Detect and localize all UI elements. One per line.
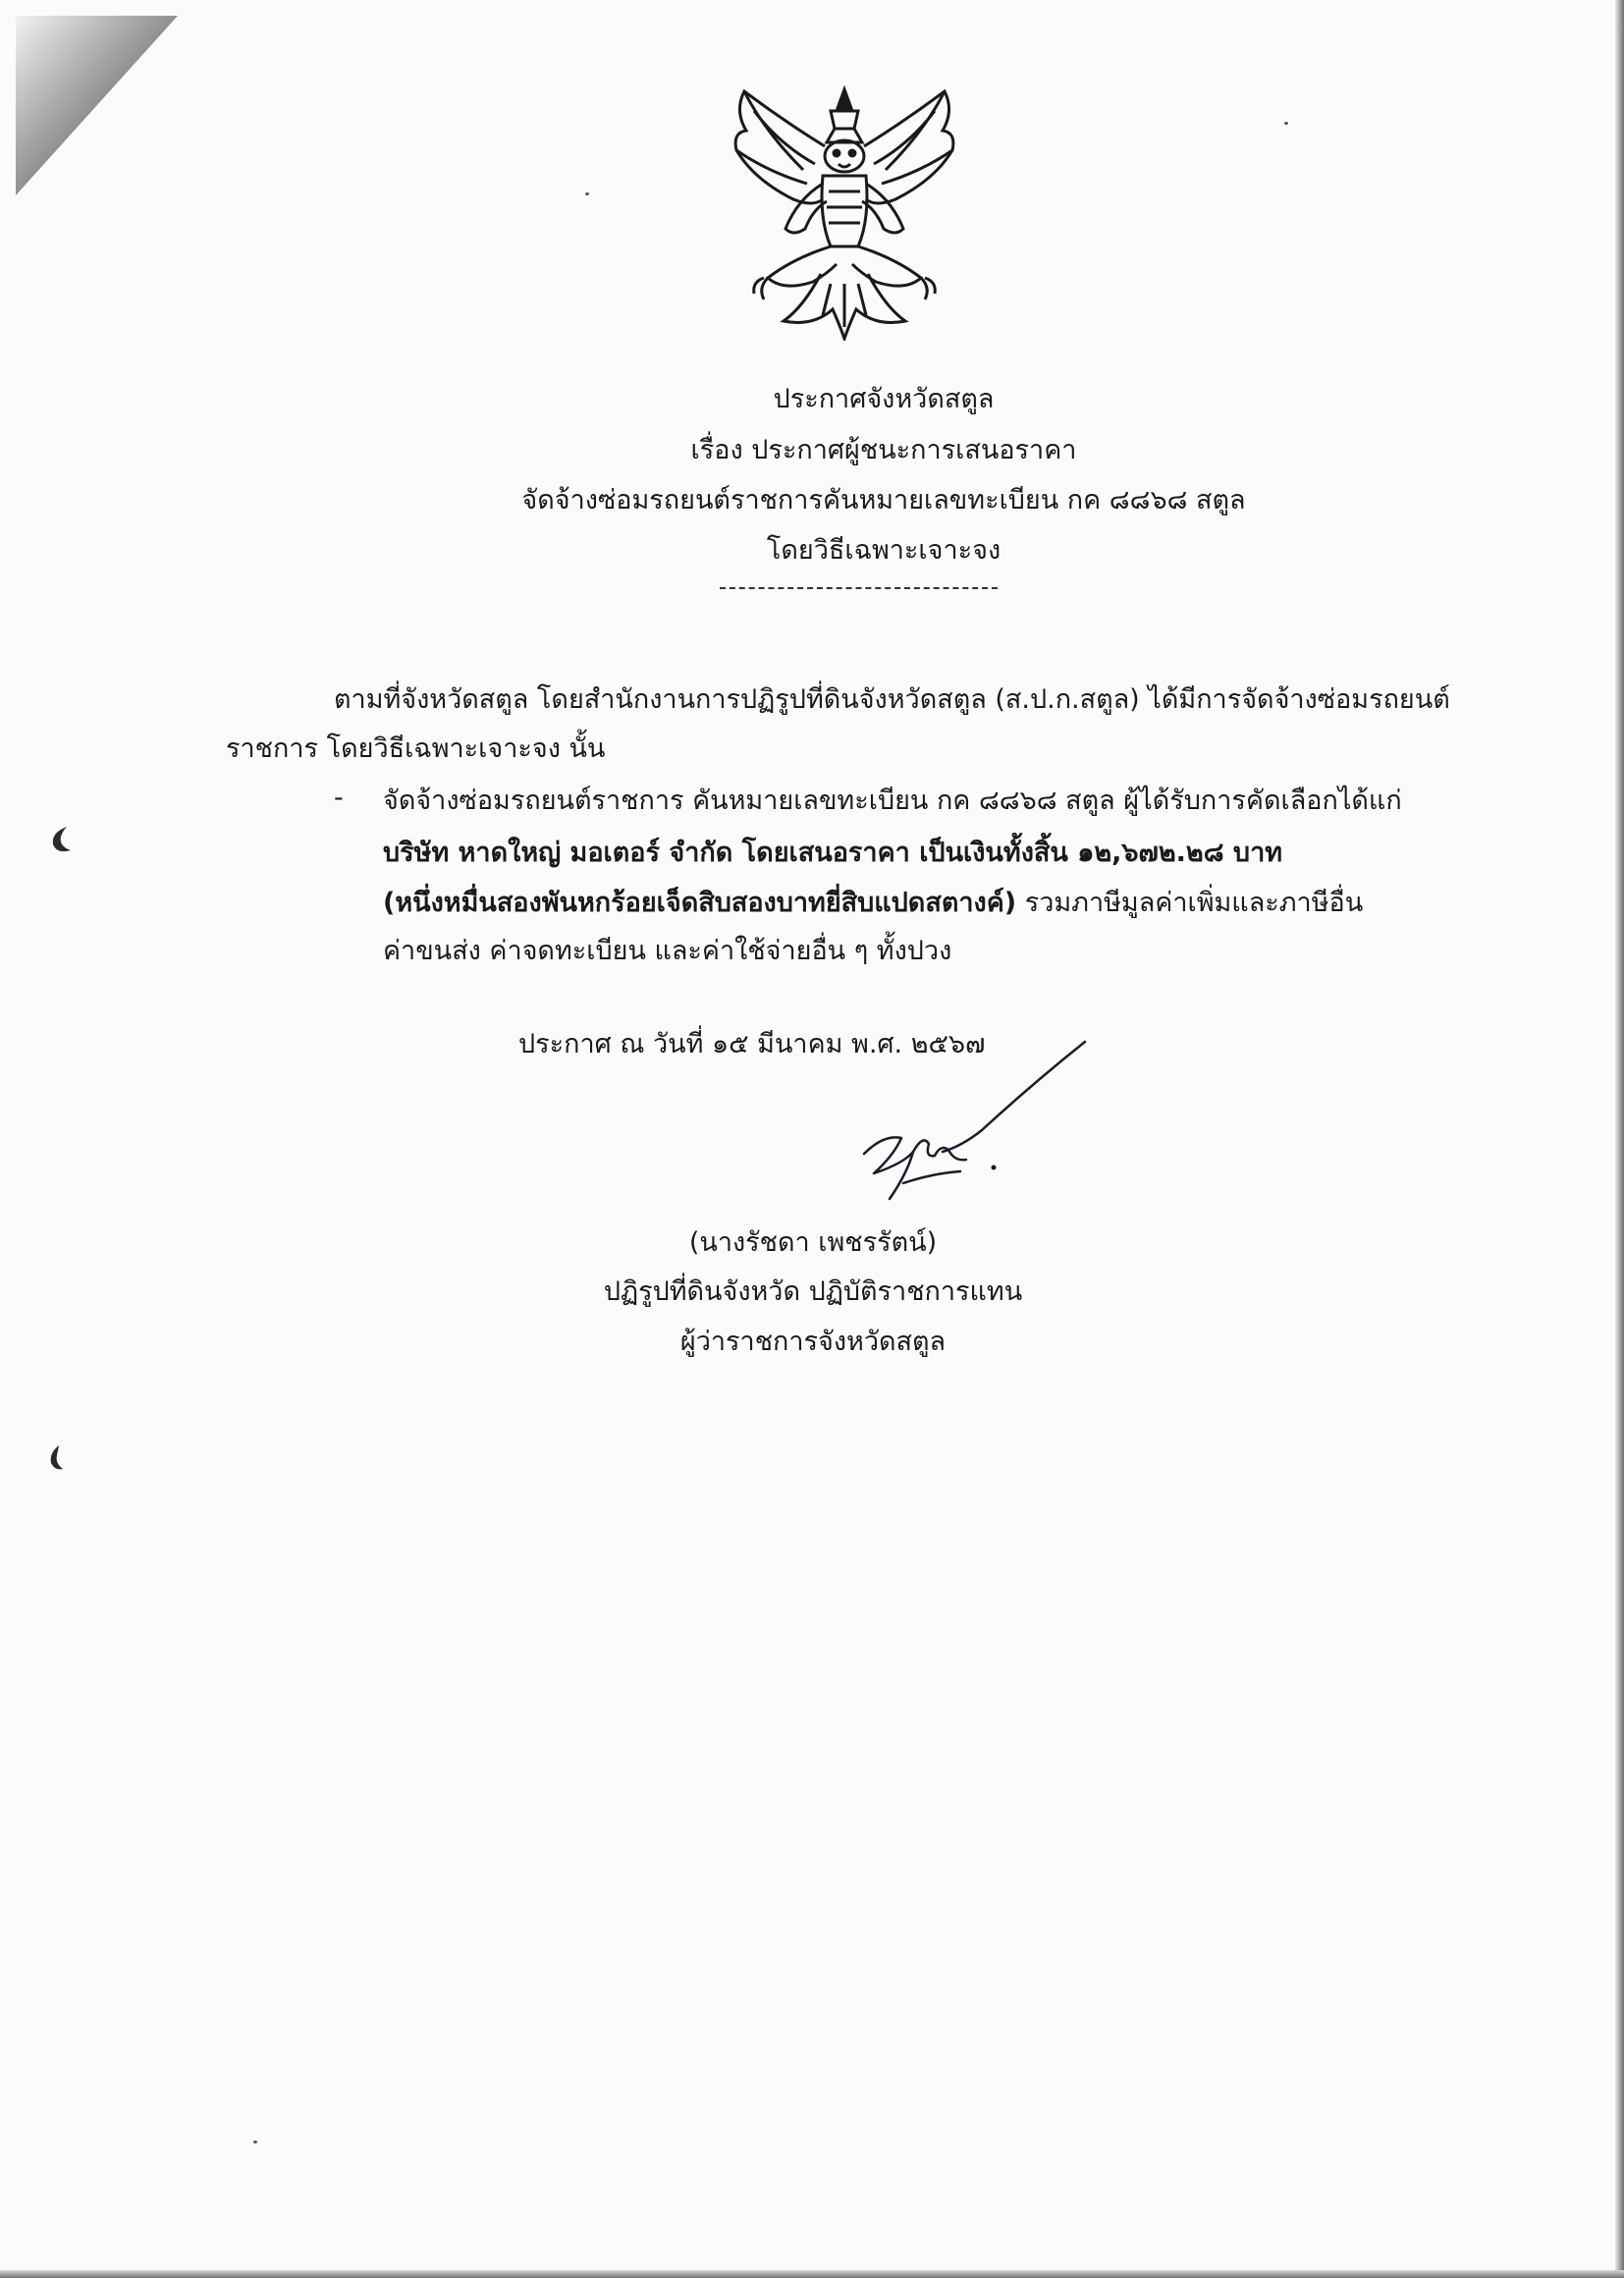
announcement-title: ประกาศจังหวัดสตูล	[773, 384, 995, 414]
handwritten-signature	[844, 1036, 1100, 1213]
item-line-3	[383, 885, 1363, 922]
item-line-4: ค่าขนส่ง ค่าจดทะเบียน และค่าใช้จ่ายอื่น ๆ ทั้งปวง	[383, 936, 952, 966]
scan-corner-fold	[16, 16, 178, 195]
signatory-position: ปฏิรูปที่ดินจังหวัด ปฏิบัติราชการแทน	[603, 1276, 1023, 1307]
scan-bottom-edge	[0, 2270, 1624, 2278]
item-bullet: -	[334, 783, 344, 813]
item-line-1: จัดจ้างซ่อมรถยนต์ราชการ คันหมายเลขทะเบียน กค ๘๘๖๘ สตูล ผู้ได้รับการคัดเลือกได้แก่	[383, 786, 1402, 816]
punch-hole-mark	[49, 825, 75, 854]
scan-speck	[253, 2141, 257, 2143]
signatory-name: (นางรัชดา เพชรรัตน์)	[688, 1227, 938, 1258]
item-amount-words: (หนึ่งหมื่นสองพันหกร้อยเจ็ดสิบสองบาทยี่สิบแปดสตางค์)	[383, 888, 1017, 918]
punch-hole-mark	[45, 1443, 71, 1473]
announcement-method: โดยวิธีเฉพาะเจาะจง	[766, 535, 1001, 566]
signatory-office: ผู้ว่าราชการจังหวัดสตูล	[679, 1327, 947, 1357]
announcement-project: จัดจ้างซ่อมรถยนต์ราชการคันหมายเลขทะเบียน กค ๘๘๖๘ สตูล	[521, 485, 1246, 515]
scan-speck	[1284, 122, 1288, 125]
item-line-2: บริษัท หาดใหญ่ มอเตอร์ จำกัด โดยเสนอราคา เป็นเงินทั้งสิ้น ๑๒,๖๗๒.๒๘ บาท	[383, 838, 1283, 868]
intro-line-1: ตามที่จังหวัดสตูล โดยสำนักงานการปฏิรูปที่ดินจังหวัดสตูล (ส.ป.ก.สตูล) ได้มีการจัดจ้างซ่อมรถยนต์	[334, 684, 1450, 715]
item-line-3-rest: รวมภาษีมูลค่าเพิ่มและภาษีอื่น	[1016, 888, 1364, 918]
scan-right-edge	[1615, 0, 1624, 2278]
announcement-date: ประกาศ ณ วันที่ ๑๕ มีนาคม พ.ศ. ๒๕๖๗	[518, 1029, 986, 1059]
garuda-emblem	[725, 81, 964, 341]
scan-speck	[585, 192, 589, 195]
announcement-subject: เรื่อง ประกาศผู้ชนะการเสนอราคา	[690, 435, 1077, 465]
heading-divider	[720, 587, 998, 589]
intro-line-2: ราชการ โดยวิธีเฉพาะเจาะจง นั้น	[226, 733, 606, 764]
